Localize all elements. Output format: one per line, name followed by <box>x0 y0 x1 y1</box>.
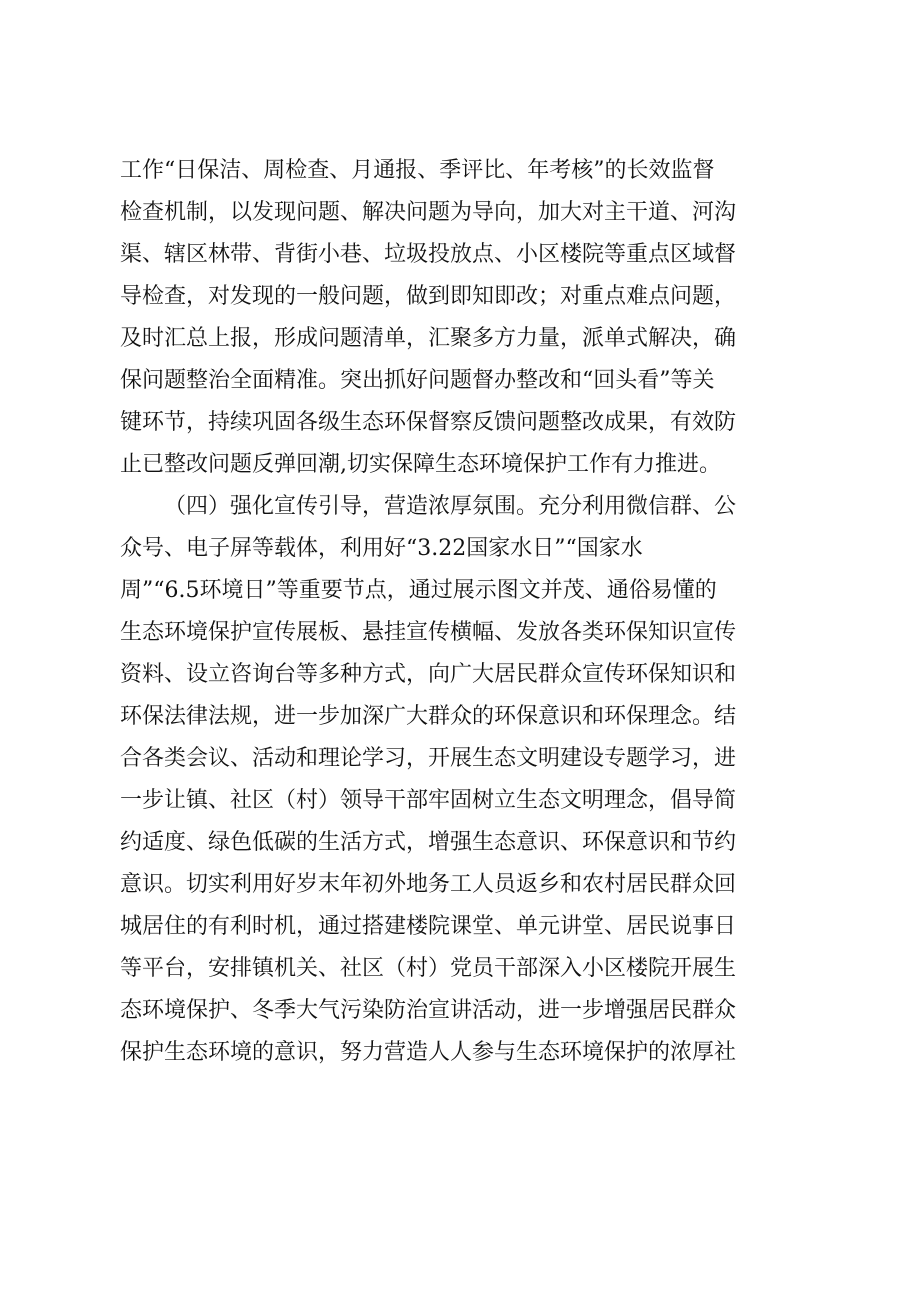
text-line: 等平台，安排镇机关、社区（村）党员干部深入小区楼院开展生 <box>120 956 737 981</box>
text-line: 工作“日保洁、周检查、月通报、季评比、年考核”的长效监督 <box>120 158 715 183</box>
text-line: 止已整改问题反弹回潮,切实保障生态环境保护工作有力推进。 <box>120 452 721 477</box>
body-text <box>120 150 810 1074</box>
text-line: 保问题整治全面精准。突出抓好问题督办整改和“回头看”等关 <box>120 368 715 393</box>
text-line: 一步让镇、社区（村）领导干部牢固树立生态文明理念，倡导简 <box>120 788 737 813</box>
text-line: 态环境保护、冬季大气污染防治宣讲活动，进一步增强居民群众 <box>120 998 737 1023</box>
text-line: 及时汇总上报，形成问题清单，汇聚多方力量，派单式解决，确 <box>120 326 737 351</box>
text-line: 城居住的有利时机，通过搭建楼院课堂、单元讲堂、居民说事日 <box>120 914 737 939</box>
text-line: 检查机制，以发现问题、解决问题为导向，加大对主干道、河沟 <box>120 200 737 225</box>
text-line: 约适度、绿色低碳的生活方式，增强生态意识、环保意识和节约 <box>120 830 737 855</box>
text-line: 合各类会议、活动和理论学习，开展生态文明建设专题学习，进 <box>120 746 737 771</box>
text-line: 意识。切实利用好岁末年初外地务工人员返乡和农村居民群众回 <box>120 872 737 897</box>
text-line: 保护生态环境的意识，努力营造人人参与生态环境保护的浓厚社 <box>120 1040 737 1065</box>
text-line: 生态环境保护宣传展板、悬挂宣传横幅、发放各类环保知识宣传 <box>120 620 737 645</box>
text-line: 众号、电子屏等载体，利用好“3.22国家水日”“国家水 <box>120 536 643 561</box>
text-line: 导检查，对发现的一般问题，做到即知即改；对重点难点问题， <box>120 284 737 309</box>
text-line: 键环节，持续巩固各级生态环保督察反馈问题整改成果，有效防 <box>120 410 737 435</box>
text-line: 资料、设立咨询台等多种方式，向广大居民群众宣传环保知识和 <box>120 662 737 687</box>
section-heading-line: （四）强化宣传引导，营造浓厚氛围。充分利用微信群、公 <box>164 494 737 519</box>
text-line: 环保法律法规，进一步加深广大群众的环保意识和环保理念。结 <box>120 704 737 729</box>
text-line: 渠、辖区林带、背街小巷、垃圾投放点、小区楼院等重点区域督 <box>120 242 737 267</box>
text-line: 周”“6.5环境日”等重要节点，通过展示图文并茂、通俗易懂的 <box>120 578 717 603</box>
